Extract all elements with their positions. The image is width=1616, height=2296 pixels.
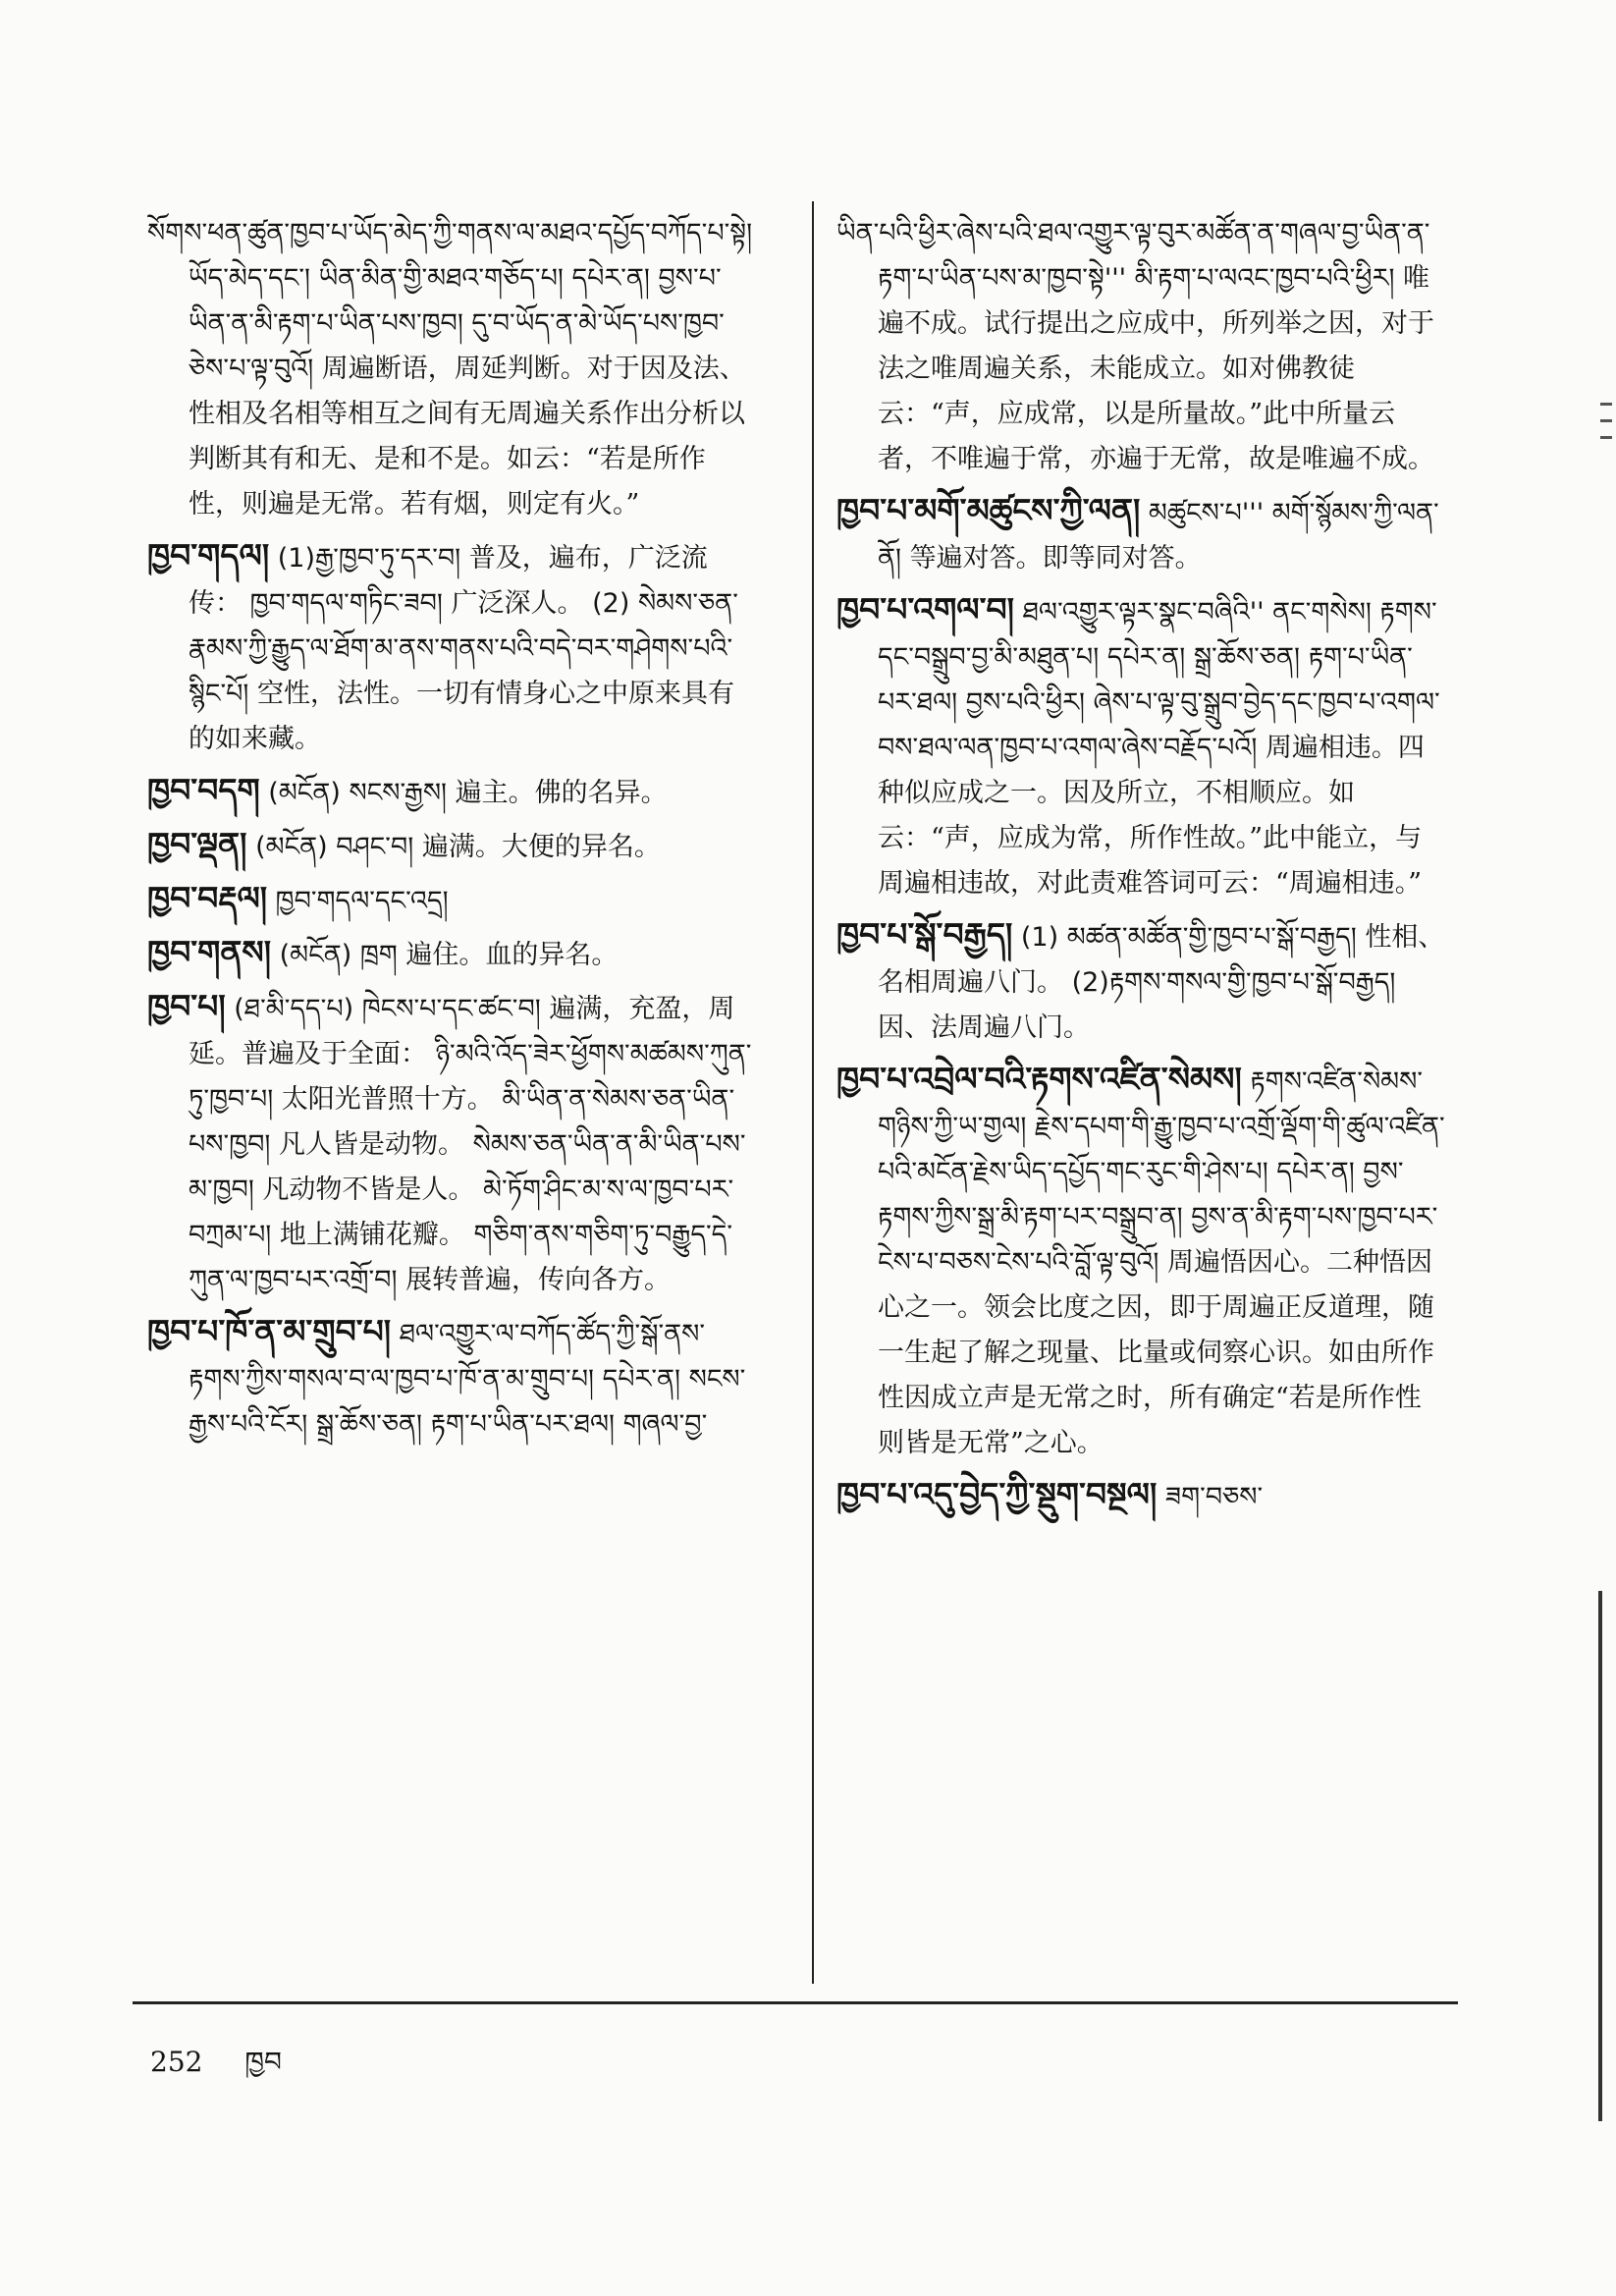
- chinese-gloss: 广泛深人。: [451, 588, 584, 619]
- headword: ཁྱབ་བདག: [147, 771, 260, 809]
- tibetan-text: (2) སེམས་ཅན་རྣམས་ཀྱི་རྒྱུད་ལ་ཐོག་མ་ནས་གནས་པའི་བདེ་བར་གཤེགས་པའི་སྙིང་པོ།: [189, 588, 738, 709]
- chinese-gloss: 地上满铺花瓣。: [279, 1220, 465, 1250]
- entry: [147, 822, 756, 870]
- chinese-gloss: 性相、名相周遍八门。: [878, 922, 1445, 998]
- tibetan-text: ཁྱབ་གདལ་གཏིང་ཟབ།: [249, 588, 443, 619]
- entry: [147, 930, 756, 978]
- chinese-gloss: 周遍相违。四种似应成之一。因及所立，不相顺应。如云：“声，应成为常，所作性故。”此中能立，与周遍相违故，对此责难答词可云：“周遍相违。”: [878, 733, 1425, 899]
- tibetan-text: (1) མཚན་མཚོན་གྱི་ཁྱབ་པ་སྒོ་བརྒྱད།: [1020, 922, 1357, 953]
- tibetan-text: སོགས་ཕན་ཚུན་ཁྱབ་པ་ཡོད་མེད་ཀྱི་གནས་ལ་མཐའ་དཔྱོད་བཀོད་པ་སྟེ། ཡོད་མེད་དང་། ཡིན་མིན་གྱི་མཐའ་གཅོད་པ། དཔེར་ན། བྱས་པ་ཡིན་ན་མི་རྟག་པ་ཡིན་པས་ཁྱབ། དུ་བ་ཡོད་ན་མེ་ཡོད་པས་ཁྱབ་ཅེས་པ་ལྟ་བུའོ།: [147, 218, 753, 384]
- entry: [836, 587, 1445, 906]
- chinese-gloss: 凡动物不皆是人。: [262, 1175, 475, 1205]
- tibetan-text: ཉི་མའི་འོད་ཟེར་ཕྱོགས་མཚམས་ཀུན་ཏུ་ཁྱབ་པ།: [189, 1039, 752, 1115]
- headword: ཁྱབ་པ་འདུ་བྱེད་ཀྱི་སྡུག་བསྔལ།: [836, 1475, 1158, 1513]
- chinese-gloss: 遍住。血的异名。: [405, 940, 619, 970]
- chinese-gloss: 遍满，充盈，周延。普遍及于全面：: [189, 994, 735, 1069]
- chinese-gloss: 周遍悟因心。二种悟因心之一。领会比度之因，即于周遍正反道理，随一生起了解之现量、比量或伺察心识。如由所作性因成立声是无常之时，所有确定“若是所作性则皆是无常”之心。: [878, 1247, 1434, 1458]
- chinese-gloss: 因、法周遍八门。: [878, 1012, 1090, 1043]
- tibetan-text: ཐལ་འགྱུར་ལ་བཀོད་ཚོད་ཀྱི་སྒོ་ནས་རྟགས་ཀྱིས་གསལ་བ་ལ་ཁྱབ་པ་ཁོ་ན་མ་གྲུབ་པ། དཔེར་ན། སངས་རྒྱས་པའི་ངོར། སྒྲ་ཆོས་ཅན། རྟག་པ་ཡིན་པར་ཐལ། གཞལ་བྱ་: [189, 1319, 746, 1440]
- tibetan-text: སེམས་ཅན་ཡིན་ན་མི་ཡིན་པས་མ་ཁྱབ།: [189, 1129, 746, 1205]
- tibetan-text: གཅིག་ནས་གཅིག་ཏུ་བརྒྱུད་དེ་ཀུན་ལ་ཁྱབ་པར་འགྲོ་བ།: [189, 1220, 732, 1295]
- headword: ཁྱབ་བརྡལ།: [147, 879, 268, 917]
- chinese-gloss: 空性，法性。一切有情身心之中原来具有的如来藏。: [189, 679, 735, 754]
- headword: ཁྱབ་པ་འབྲེལ་བའི་རྟགས་འཛིན་སེམས།: [836, 1060, 1242, 1098]
- tibetan-text: མི་ཡིན་ན་སེམས་ཅན་ཡིན་པས་ཁྱབ།: [189, 1084, 735, 1160]
- tibetan-text: (2)རྟགས་གསལ་གྱི་ཁྱབ་པ་སྒོ་བརྒྱད།: [1071, 967, 1396, 998]
- tibetan-text: (ཐ་མི་དད་པ) ཁེངས་པ་དང་ཚང་བ།: [234, 994, 541, 1024]
- headword: ཁྱབ་པ་འགལ་བ།: [836, 590, 1015, 629]
- tibetan-text: ཟག་བཅས་: [1164, 1482, 1264, 1512]
- headword: ཁྱབ་པ་ཁོ་ན་མ་གྲུབ་པ།: [147, 1312, 392, 1350]
- entry: [147, 533, 756, 762]
- tibetan-text: (མངོན) སངས་རྒྱས།: [268, 778, 448, 808]
- chinese-gloss: 展转普遍，传向各方。: [405, 1265, 672, 1295]
- headword: ཁྱབ་པ།: [147, 987, 226, 1025]
- entry: [836, 211, 1445, 482]
- headword: ཁྱབ་པ་སྒོ་བརྒྱད།: [836, 915, 1013, 954]
- chinese-gloss: 遍满。大便的异名。: [421, 832, 661, 862]
- tibetan-text: ཡིན་པའི་ཕྱིར་ཞེས་པའི་ཐལ་འགྱུར་ལྟ་བུར་མཚོན་ན་གཞལ་བྱ་ཡིན་ན་རྟག་པ་ཡིན་པས་མ་ཁྱབ་སྟེ''' མི་རྟག་པ་ལའང་ཁྱབ་པའི་ཕྱིར།: [836, 218, 1430, 294]
- running-head: ཁྱབ: [244, 2046, 282, 2078]
- page-footer: [150, 2031, 315, 2108]
- chinese-gloss: 周遍断语，周延判断。对于因及法、性相及名相等相互之间有无周遍关系作出分析以判断其有和无、是和不是。如云：“若是所作性，则遍是无常。若有烟，则定有火。”: [189, 354, 746, 519]
- chinese-gloss: 太阳光普照十方。: [281, 1084, 494, 1115]
- tibetan-text: ཁྱབ་གདལ་དང་འདྲ།: [275, 886, 449, 916]
- tibetan-text: རྟགས་འཛིན་སེམས་གཉིས་ཀྱི་ཡ་གྱལ། རྗེས་དཔག་གི་རྒྱུ་ཁྱབ་པ་འགྲོ་ལྡོག་གི་ཚུལ་འཛིན་པའི་མངོན་རྗེས་ཡིད་དཔྱོད་གང་རུང་གི་ཤེས་པ། དཔེར་ན། བྱས་རྟགས་ཀྱིས་སྒྲ་མི་རྟག་པར་བསྒྲུབ་ན། བྱས་ན་མི་རྟག་པས་ཁྱབ་པར་ངེས་པ་བཅས་ངེས་པའི་བློ་ལྟ་བུའོ།: [878, 1066, 1445, 1278]
- entry: [836, 1057, 1445, 1466]
- chinese-gloss: 遍主。佛的名异。: [455, 778, 668, 808]
- entry: [836, 488, 1445, 581]
- right-column: [836, 211, 1445, 1979]
- headword: ཁྱབ་ལྡན།: [147, 825, 247, 863]
- chinese-gloss: 等遍对答。即等同对答。: [909, 543, 1202, 574]
- entry: [836, 912, 1445, 1051]
- entry: [147, 984, 756, 1303]
- edge-marks: [1600, 403, 1614, 471]
- tibetan-text: ཐལ་འགྱུར་ལྟར་སྣང་བཞིའི'' ནང་གསེས། རྟགས་དང་བསྒྲུབ་བྱ་མི་མཐུན་པ། དཔེར་ན། སྒྲ་ཆོས་ཅན། རྟག་པ་ཡིན་པར་ཐལ། བྱས་པའི་ཕྱིར། ཞེས་པ་ལྟ་བུ་སྒྲུབ་བྱེད་དང་ཁྱབ་པ་འགལ་བས་ཐལ་ལན་ཁྱབ་པ་འགལ་ཞེས་བརྗོད་པའོ།: [878, 597, 1440, 763]
- entry: [147, 876, 756, 924]
- chinese-gloss: 普及，遍布，广泛流传：: [189, 543, 708, 619]
- page-edge-line: [1598, 1591, 1602, 2121]
- tibetan-text: (1)རྒྱ་ཁྱབ་ཏུ་དར་བ།: [277, 543, 469, 574]
- column-divider: [812, 201, 814, 1984]
- chinese-gloss: 凡人皆是动物。: [279, 1129, 464, 1160]
- entry: [836, 1472, 1445, 1520]
- entry: [147, 1309, 756, 1448]
- headword: ཁྱབ་གནས།: [147, 933, 272, 971]
- tibetan-text: (མངོན) ཁྲག: [279, 940, 398, 970]
- entry: [147, 211, 756, 527]
- entry: [147, 768, 756, 816]
- footer-rule: [133, 2001, 1458, 2004]
- page-number: 252: [150, 2046, 203, 2078]
- chinese-gloss: 唯遍不成。试行提出之应成中，所列举之因，对于法之唯周遍关系，未能成立。如对佛教徒云：“声，应成常，以是所量故。”此中所量云者，不唯遍于常，亦遍于无常，故是唯遍不成。: [878, 263, 1434, 474]
- headword: ཁྱབ་གདལ།: [147, 536, 270, 574]
- tibetan-text: མཚུངས་པ''' མགོ་སྙོམས་ཀྱི་ལན་ནོ།: [878, 498, 1439, 574]
- tibetan-text: (མངོན) བཤང་བ།: [255, 832, 414, 862]
- headword: ཁྱབ་པ་མགོ་མཚུངས་ཀྱི་ལན།: [836, 491, 1141, 529]
- tibetan-text: མེ་ཏོག་ཤིང་མ་ས་ལ་ཁྱབ་པར་བཀྲམ་པ།: [189, 1175, 734, 1250]
- left-column: [147, 211, 756, 1979]
